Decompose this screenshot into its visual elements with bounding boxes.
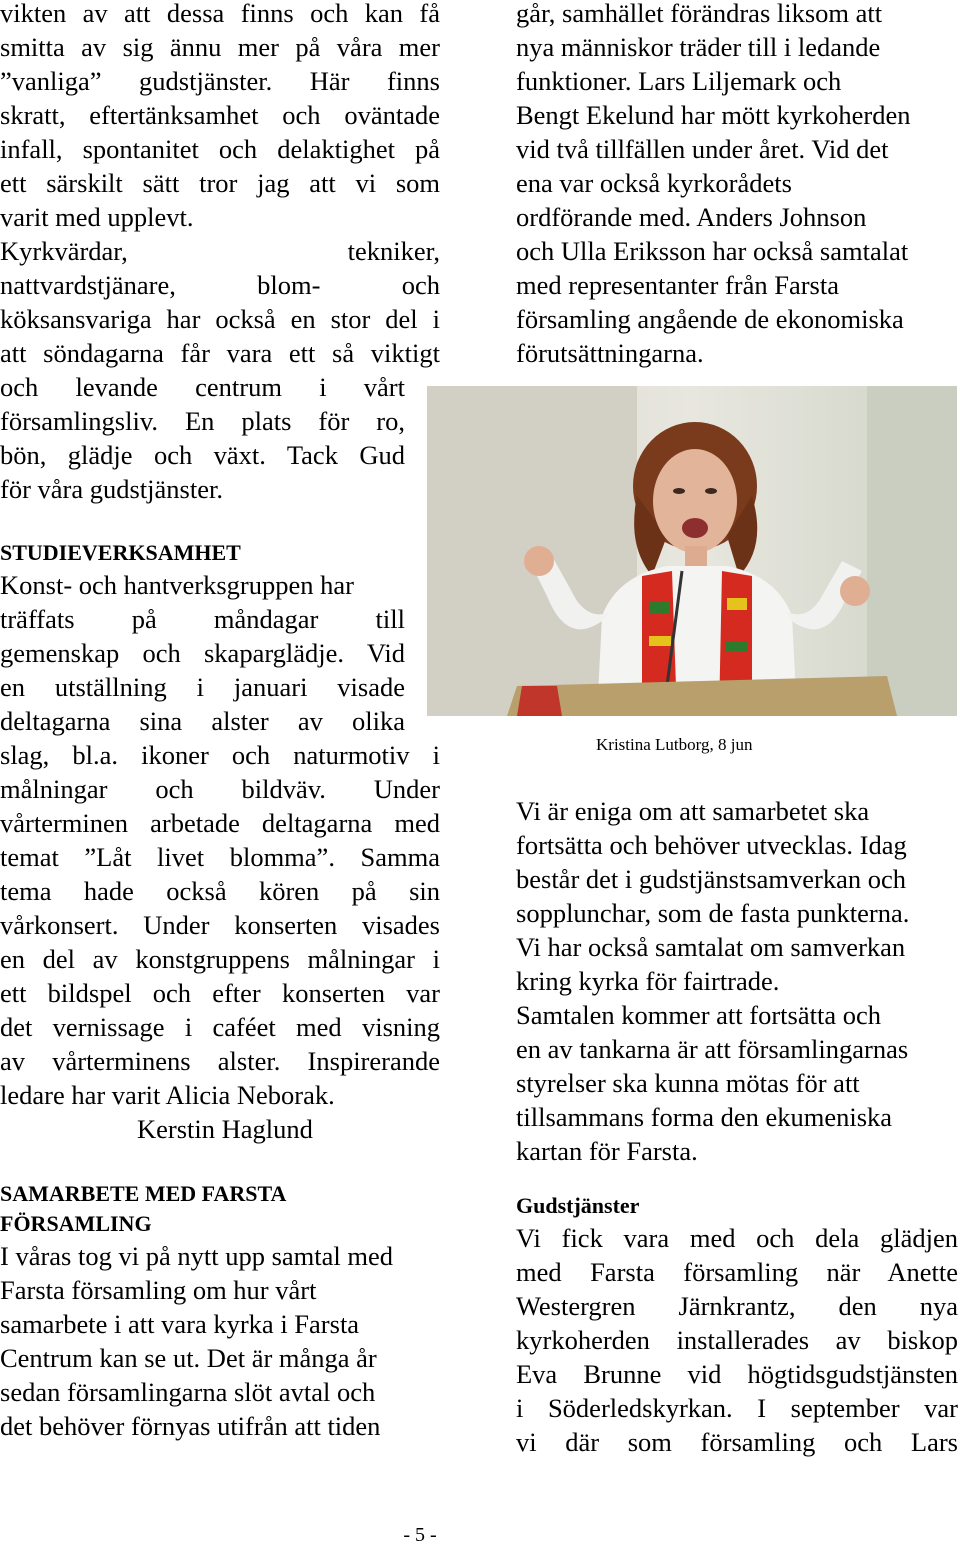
text-line: församlingsliv. En plats för ro, bbox=[0, 406, 405, 436]
section-heading: FÖRSAMLING bbox=[0, 1211, 152, 1236]
text-line: infall, spontanitet och delaktighet på bbox=[0, 134, 440, 164]
text-line: deltagarna sina alster av olika bbox=[0, 706, 405, 736]
text-line: Bengt Ekelund har mött kyrkoherden bbox=[516, 100, 911, 130]
left-column bbox=[0, 0, 440, 1441]
priest-photo bbox=[427, 386, 957, 716]
text-line: I våras tog vi på nytt upp samtal med bbox=[0, 1241, 393, 1271]
text-line: ”vanliga” gudstjänster. Här finns bbox=[0, 66, 440, 96]
text-line: kyrkoherden installerades av biskop bbox=[516, 1325, 958, 1355]
samarbete-section bbox=[0, 1179, 440, 1443]
text-line: skratt, eftertänksamhet och oväntade bbox=[0, 100, 440, 130]
gudstjanster-paragraph bbox=[516, 1221, 958, 1459]
text-line: funktioner. Lars Liljemark och bbox=[516, 66, 842, 96]
text-line: sopplunchar, som de fasta punkterna. bbox=[516, 898, 910, 928]
text-line: vikten av att dessa finns och kan få bbox=[0, 0, 440, 28]
text-line: av vårterminens alster. Inspirerande bbox=[0, 1046, 440, 1076]
text-line: med representanter från Farsta bbox=[516, 270, 839, 300]
text-line: ledare har varit Alicia Neborak. bbox=[0, 1080, 335, 1110]
gudstjanster-section bbox=[516, 1191, 958, 1459]
text-line: går, samhället förändras liksom att bbox=[516, 0, 883, 28]
text-line: församling angående de ekonomiska bbox=[516, 304, 904, 334]
text-line: kring kyrka för fairtrade. bbox=[516, 966, 780, 996]
text-line: ena var också kyrkorådets bbox=[516, 168, 792, 198]
text-line: varit med upplevt. bbox=[0, 202, 194, 232]
text-line: bön, glädje och växt. Tack Gud bbox=[0, 440, 405, 470]
text-line: ordförande med. Anders Johnson bbox=[516, 202, 867, 232]
text-line: Vi är eniga om att samarbetet ska bbox=[516, 796, 870, 826]
samarbete-paragraph bbox=[0, 1239, 440, 1443]
signature: Kerstin Haglund bbox=[137, 1114, 313, 1144]
text-line: träffats på måndagar till bbox=[0, 604, 405, 634]
text-line: tema hade också kören på sin bbox=[0, 876, 440, 906]
intro-paragraph bbox=[0, 0, 440, 506]
text-line: Samtalen kommer att fortsätta och bbox=[516, 1000, 881, 1030]
text-line: samarbete i att vara kyrka i Farsta bbox=[0, 1309, 360, 1339]
studie-section bbox=[0, 538, 440, 1146]
text-line: Kyrkvärdar, tekniker, bbox=[0, 236, 440, 266]
text-line: målningar och bildväv. Under bbox=[0, 774, 440, 804]
text-line: en av tankarna är att församlingarnas bbox=[516, 1034, 909, 1064]
priest-illustration bbox=[427, 386, 957, 716]
text-line: temat ”Låt livet blomma”. Samma bbox=[0, 842, 440, 872]
text-line: Centrum kan se ut. Det är många år bbox=[0, 1343, 377, 1373]
text-line: i Söderledskyrkan. I september var bbox=[516, 1393, 958, 1423]
text-line: styrelser ska kunna mötas för att bbox=[516, 1068, 860, 1098]
text-line: att söndagarna får vara ett så viktigt bbox=[0, 338, 440, 368]
right-top-paragraph bbox=[516, 0, 958, 370]
text-line: och Ulla Eriksson har också samtalat bbox=[516, 236, 909, 266]
text-line: det behöver förnyas utifrån att tiden bbox=[0, 1411, 381, 1441]
text-line: kartan för Farsta. bbox=[516, 1136, 698, 1166]
text-line: Eva Brunne vid högtidsgudstjänsten bbox=[516, 1359, 958, 1389]
page-number: - 5 - bbox=[403, 1524, 437, 1546]
text-line: består det i gudstjänstsamverkan och bbox=[516, 864, 907, 894]
text-line: ett särskilt sätt tror jag att vi som bbox=[0, 168, 440, 198]
text-line: smitta av sig ännu mer på våra mer bbox=[0, 32, 440, 62]
section-heading: Gudstjänster bbox=[516, 1193, 640, 1218]
right-mid-paragraph bbox=[516, 794, 958, 1168]
studie-paragraph bbox=[0, 568, 440, 1146]
text-line: med Farsta församling när Anette bbox=[516, 1257, 958, 1287]
text-line: slag, bl.a. ikoner och naturmotiv i bbox=[0, 740, 440, 770]
text-line: vårkonsert. Under konserten visades bbox=[0, 910, 440, 940]
text-line: nya människor träder till i ledande bbox=[516, 32, 881, 62]
text-line: förutsättningarna. bbox=[516, 338, 704, 368]
text-line: Konst- och hantverksgruppen har bbox=[0, 570, 354, 600]
text-line: för våra gudstjänster. bbox=[0, 474, 223, 504]
text-line: en del av konstgruppens målningar i bbox=[0, 944, 440, 974]
text-line: vårterminen arbetade deltagarna med bbox=[0, 808, 440, 838]
text-line: vid två tillfällen under året. Vid det bbox=[516, 134, 889, 164]
text-line: gemenskap och skaparglädje. Vid bbox=[0, 638, 405, 668]
text-line: ett bildspel och efter konserten var bbox=[0, 978, 440, 1008]
text-line: tillsammans forma den ekumeniska bbox=[516, 1102, 893, 1132]
text-line: vi där som församling och Lars bbox=[516, 1427, 958, 1457]
text-line: Westergren Järnkrantz, den nya bbox=[516, 1291, 958, 1321]
text-line: det vernissage i caféet med visning bbox=[0, 1012, 440, 1042]
text-line: fortsätta och behöver utvecklas. Idag bbox=[516, 830, 907, 860]
text-line: köksansvariga har också en stor del i bbox=[0, 304, 440, 334]
text-line: en utställning i januari visade bbox=[0, 672, 405, 702]
section-heading: STUDIEVERKSAMHET bbox=[0, 540, 241, 565]
text-line: Vi fick vara med och dela glädjen bbox=[516, 1223, 958, 1253]
text-line: nattvardstjänare, blom- och bbox=[0, 270, 440, 300]
text-line: och levande centrum i vårt bbox=[0, 372, 405, 402]
text-line: sedan församlingarna slöt avtal och bbox=[0, 1377, 376, 1407]
section-heading: SAMARBETE MED FARSTA bbox=[0, 1181, 287, 1206]
photo-caption: Kristina Lutborg, 8 jun bbox=[596, 735, 753, 754]
text-line: Vi har också samtalat om samverkan bbox=[516, 932, 906, 962]
text-line: Farsta församling om hur vårt bbox=[0, 1275, 317, 1305]
